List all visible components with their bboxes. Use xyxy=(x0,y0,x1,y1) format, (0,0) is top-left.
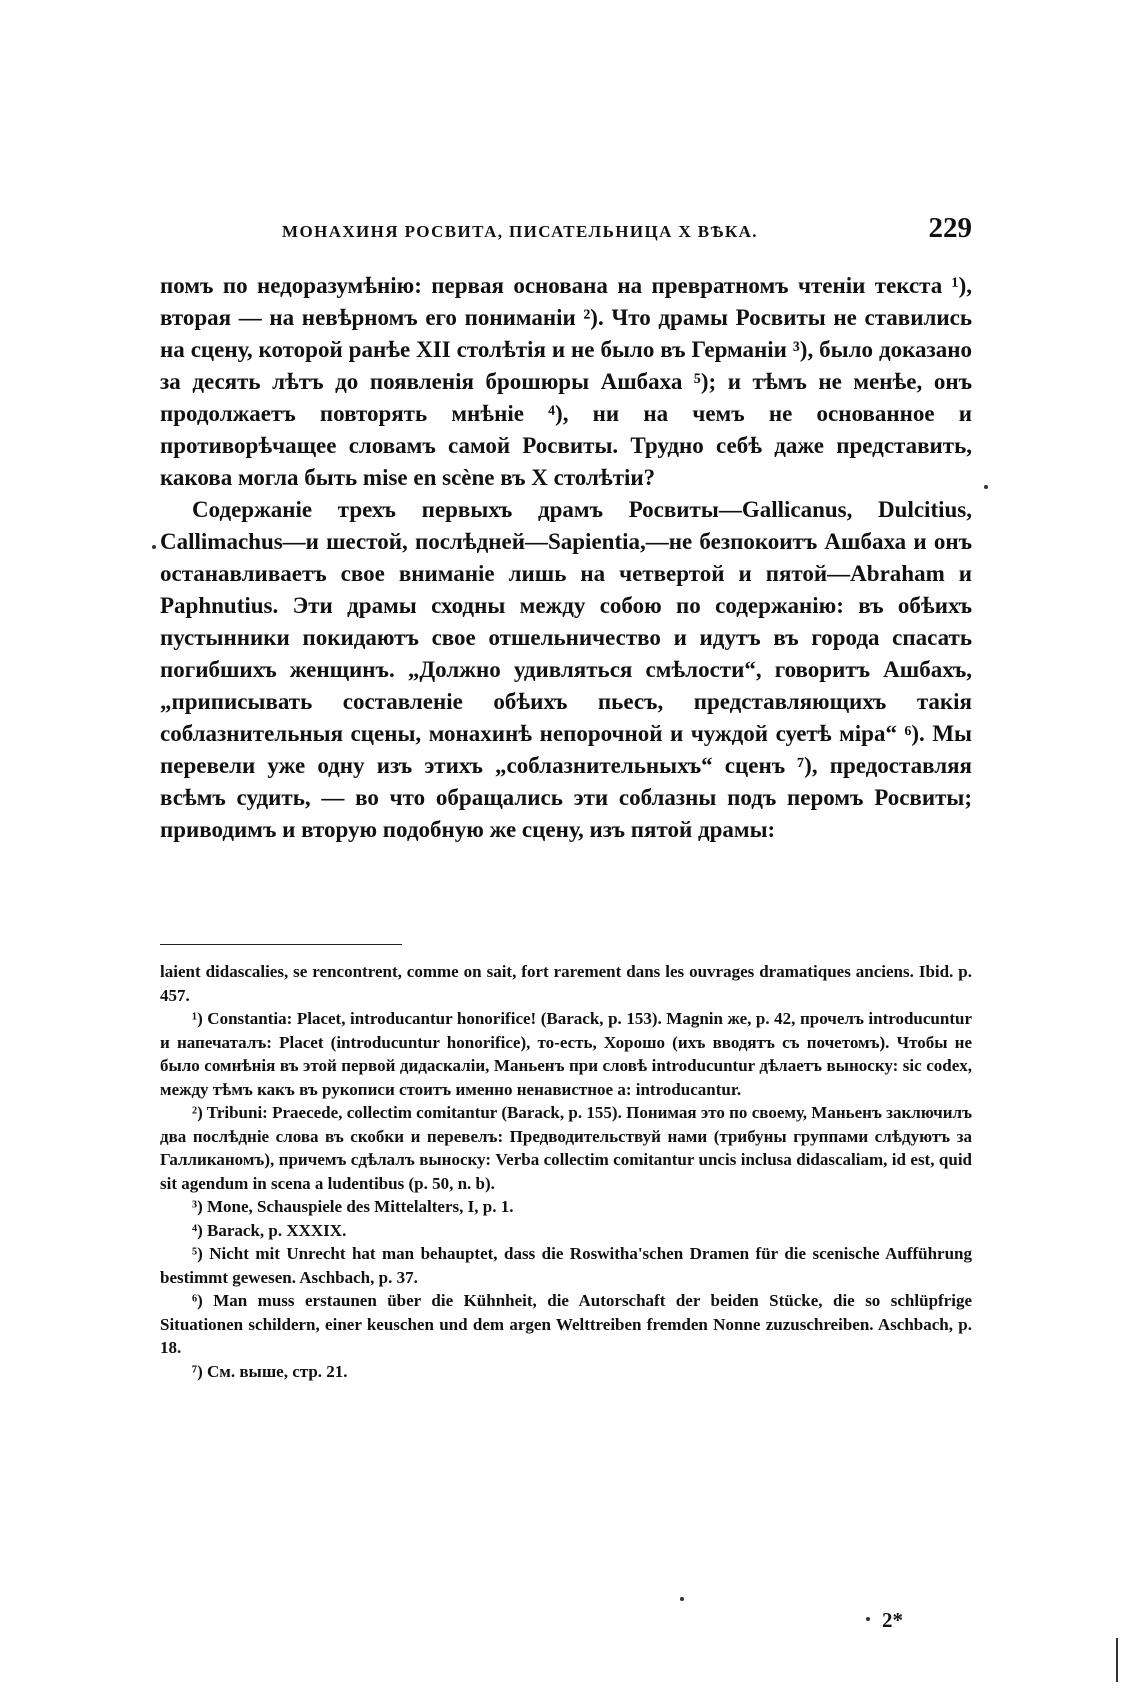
footnote-continuation: laient didascalies, se rencontrent, comme on sait, fort rarement dans les ouvrages dramatiques anciens. Ibid. p. 457. xyxy=(160,962,972,1005)
footnote-5: ⁵) Nicht mit Unrecht hat man behauptet, dass die Roswitha'schen Dramen für die scenische Aufführung bestimmt gewesen. Aschbach, p. 37. xyxy=(160,1244,972,1287)
footnote-rule xyxy=(160,944,402,945)
footnote-3: ³) Mone, Schauspiele des Mittelalters, I, p. 1. xyxy=(192,1197,514,1216)
running-head-title: МОНАХИНЯ РОСВИТА, ПИСАТЕЛЬНИЦА X ВѢКА. xyxy=(282,222,758,241)
footnote-6: ⁶) Man muss erstaunen über die Kühnheit, die Autorschaft der beiden Stücke, die so schlüpfrige Situationen schildern, einer keuschen und dem argen Welttreiben fremden Nonne zuzuschreiben. Aschbach, p. 18. xyxy=(160,1291,972,1357)
footnote-7: ⁷) См. выше, стр. 21. xyxy=(192,1361,348,1381)
main-text xyxy=(160,270,972,846)
scan-speck xyxy=(152,545,156,549)
page-number: 229 xyxy=(928,212,972,244)
signature-mark: 2* xyxy=(882,1608,903,1632)
footnote-1: ¹) Constantia: Placet, introducantur honorifice! (Barack, p. 153). Magnin же, p. 42, прочелъ introducuntur и напечаталъ: Placet (introducuntur honorifice), то-есть, Хорошо (ихъ вводятъ съ почетомъ). Чтобы не было сомнѣнія въ этой первой дидаскаліи, Маньенъ при словѣ introducuntur дѣлаетъ выноску: sic codex, между тѣмъ какъ въ рукописи стоитъ именно ненавистное a: introducantur. xyxy=(160,1009,972,1099)
scan-edge-mark xyxy=(1116,1638,1118,1682)
footnotes xyxy=(160,960,972,1383)
paragraph-continuation: помъ по недоразумѣнію: первая основана на превратномъ чтеніи текста ¹), вторая — на невѣрномъ его пониманіи ²). Что драмы Росвиты не ставились на сцену, которой ранѣе XII столѣтія и не было въ Германіи ³), было доказано за десять лѣтъ до появленія брошюры Ашбаха ⁵); и тѣмъ не менѣе, онъ продолжаетъ повторять мнѣніе ⁴), ни на чемъ не основанное и противорѣчащее словамъ самой Росвиты. Трудно себѣ даже представить, какова могла быть mise en scène въ X столѣтіи? xyxy=(160,273,972,490)
running-head xyxy=(160,212,972,252)
footnote-4: ⁴) Barack, p. XXXIX. xyxy=(192,1220,347,1240)
scan-speck xyxy=(680,1597,684,1601)
scan-speck xyxy=(866,1617,870,1621)
paragraph: Содержаніе трехъ первыхъ драмъ Росвиты—Gallicanus, Dulcitius, Callimachus—и шестой, послѣдней—Sapientia,—не безпокоитъ Ашбаха и онъ останавливаетъ свое вниманіе лишь на четвертой и пятой—Abraham и Paphnutius. Эти драмы сходны между собою по содержанію: въ обѣихъ пустынники покидаютъ свое отшельничество и идутъ въ города спасать погибшихъ женщинъ. „Должно удивляться смѣлости“, говоритъ Ашбахъ, „приписывать составленіе обѣихъ пьесъ, представляющихъ такія соблазнительныя сцены, монахинѣ непорочной и чуждой суетѣ міра“ ⁶). Мы перевели уже одну изъ этихъ „соблазнительныхъ“ сценъ ⁷), предоставляя всѣмъ судить, — во что обращались эти соблазны подъ перомъ Росвиты; приводимъ и вторую подобную же сцену, изъ пятой драмы: xyxy=(160,497,972,842)
footnote-2: ²) Tribuni: Praecede, collectim comitantur (Barack, p. 155). Понимая это по своему, Маньенъ заключилъ два послѣдніе слова въ скобки и перевелъ: Предводительствуй нами (трибуны группами слѣдуютъ за Галликаномъ), причемъ сдѣлалъ выноску: Verba collectim comitantur uncis inclusa didascaliam, id est, quid sit agendum in scena a ludentibus (p. 50, n. b). xyxy=(160,1103,972,1193)
scan-speck xyxy=(984,485,988,489)
